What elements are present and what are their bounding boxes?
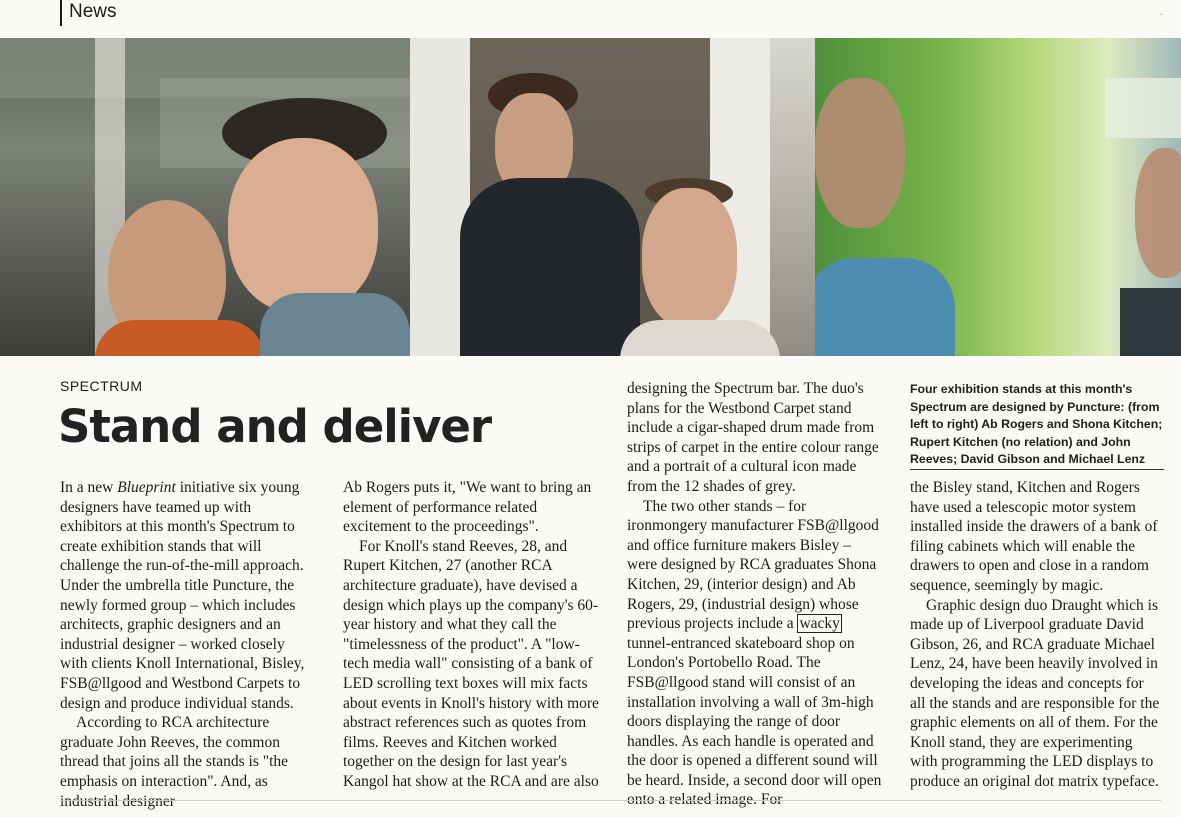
paragraph: the Bisley stand, Kitchen and Rogers have used a telescopic motor system installed inside the drawers of a bank of filing cabinets which will enable the drawers to open and close in a random sequence, seemingly by magic.: [910, 479, 1158, 594]
article-column-3: [627, 379, 884, 810]
paragraph: According to RCA architecture graduate John Reeves, the common thread that joins all the stands is "the emphasis on interaction". And, as industrial designer: [60, 714, 289, 810]
article-headline: Stand and deliver: [58, 400, 492, 453]
corner-mark: ·: [1159, 8, 1163, 21]
photo-panel-left: [0, 38, 410, 356]
paragraph: Graphic design duo Draught which is made up of Liverpool graduate David Gibson, 26, and RCA graduate Michael Lenz, 24, have been heavily involved in developing the ideas and concepts for all the stands and are responsible for the graphic elements on all of them. For the Knoll stand, they are experimenting with programming the LED displays to produce an original dot matrix typeface.: [910, 596, 1160, 790]
section-label: News: [60, 0, 117, 26]
caption-divider: [910, 469, 1164, 470]
page-bottom-edge: [60, 800, 1161, 801]
article-kicker: SPECTRUM: [60, 378, 143, 394]
boxed-word: wacky: [799, 615, 840, 633]
photo-panel-middle: [410, 38, 815, 356]
article-column-4: [910, 478, 1160, 792]
paragraph: designing the Spectrum bar. The duo's plans for the Westbond Carpet stand include a cigar-shaped drum made from strips of carpet in the entire colour range and a portrait of a cultural icon made from the 12 shades of grey.: [627, 380, 879, 495]
photo-caption: Four exhibition stands at this month's Spectrum are designed by Puncture: (from left to right) Ab Rogers and Shona Kitchen; Rupert Kitchen (no relation) and John Reeves; David Gibson and Michael Lenz: [910, 382, 1163, 466]
photo-strip: [0, 38, 1181, 356]
paragraph: In a new Blueprint initiative six young designers have teamed up with exhibitors at this month's Spectrum to create exhibition stands that will challenge the run-of-the-mill approach. Under the umbrella title Puncture, the newly formed group – which includes architects, graphic designers and an industrial designer – worked closely with clients Knoll International, Bisley, FSB@llgood and Westbond Carpets to design and produce individual stands.: [60, 479, 305, 712]
paragraph: The two other stands – for ironmongery manufacturer FSB@llgood and office furniture makers Bisley – were designed by RCA graduates Shona Kitchen, 29, (interior design) and Ab Rogers, 29, (industrial design) whose previous projects include a wacky tunnel-entranced skateboard shop on London's Portobello Road. The FSB@llgood stand will consist of an installation involving a wall of 3m-high doors displaying the range of door handles. As each handle is operated and the door is opened a different sound will be heard. Inside, a second door will open onto a related image. For: [627, 497, 882, 809]
article-column-1: [60, 478, 310, 811]
paragraph: Ab Rogers puts it, "We want to bring an element of performance related excitement to the proceedings".: [343, 479, 592, 536]
article-column-2: [343, 478, 600, 792]
publication-name: Blueprint: [117, 479, 176, 496]
photo-panel-right: [815, 38, 1181, 356]
paragraph: For Knoll's stand Reeves, 28, and Rupert Kitchen, 27 (another RCA architecture graduate), have devised a design which plays up the company's 60-year history and what they call the "timelessness of the product". A "low-tech media wall" consisting of a bank of LED scrolling text boxes will mix facts about events in Knoll's history with more abstract references such as quotes from films. Reeves and Kitchen worked together on the design for last year's Kangol hat show at the RCA and are also: [343, 537, 599, 790]
